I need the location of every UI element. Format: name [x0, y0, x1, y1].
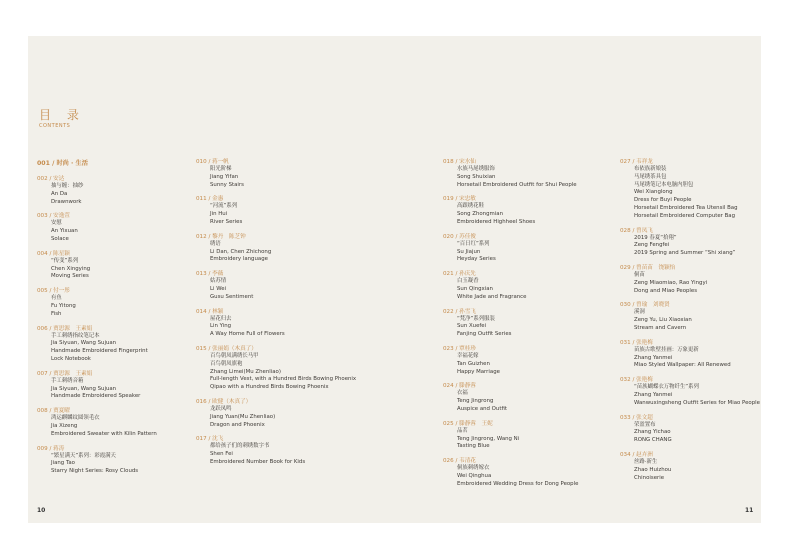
entry-line: Embroidered Wedding Dress for Dong People [457, 480, 579, 487]
entry-line: Drawnwork [51, 198, 82, 205]
entry-line: Li Wei [210, 285, 227, 292]
entry-line: Dragon and Phoenix [210, 421, 265, 428]
entry-line: Sunny Stairs [210, 181, 244, 188]
entry-heading: 016 / 欧健（木真了） [196, 398, 252, 405]
entry-line: Embroidery language [210, 256, 268, 263]
entry-line: Gusu Sentiment [210, 293, 254, 300]
toc-entry[interactable] [620, 339, 760, 370]
toc-entry[interactable] [443, 345, 578, 376]
entry-line: Qipao with a Hundred Birds Bowing Phoenix [210, 384, 329, 391]
entry-line: 2019 春夏“拾翔” [634, 234, 677, 241]
entry-line: Happy Marriage [457, 368, 500, 375]
entry-line: Teng Jingrong [457, 398, 494, 405]
entry-heading: 002 / 安达 [37, 176, 65, 182]
entry-heading: 028 / 曾凤飞 [620, 227, 653, 234]
entry-line: Embroidered Sweater with Kilin Pattern [51, 430, 157, 437]
entry-line: Wanwuxingsheng Outfit Series for Miao People [634, 399, 760, 406]
entry-line: 龙跃凤鸣 [210, 405, 232, 412]
entry-line: Miao Styled Wallpaper: All Renewed [634, 362, 731, 369]
entry-line: 安慰 [51, 220, 62, 227]
entry-line: Tan Guizhen [457, 360, 490, 367]
entry-line: 手工刺绣音箱 [51, 377, 84, 384]
toc-entry[interactable] [443, 457, 578, 488]
toc-subtitle: CONTENTS [39, 123, 71, 129]
entry-line: Full-length Vest, with a Hundred Birds Bowing Phoenix [210, 376, 357, 383]
entry-line: Handmade Embroidered Fingerprint [51, 348, 148, 355]
entry-heading: 017 / 沈飞 [196, 436, 224, 443]
entry-line: Embroidered Number Book for Kids [210, 458, 306, 465]
entry-line: White Jade and Fragrance [457, 293, 527, 300]
entry-line: Lin Ying [210, 323, 232, 330]
toc-entry[interactable] [443, 195, 578, 226]
toc-title: 目 录 [39, 108, 85, 122]
entry-line: An Yixuan [51, 228, 78, 235]
toc-entry[interactable] [620, 414, 760, 445]
entry-heading: 021 / 孙庆先 [443, 271, 476, 278]
entry-heading: 004 / 陈星颖 [37, 250, 70, 257]
entry-line: 绣语 [210, 240, 221, 247]
entry-line: Jia Siyuan, Wang Sujuan [51, 385, 117, 392]
toc-entry[interactable] [37, 287, 157, 318]
section-heading: 001 / 时尚 · 生活 [37, 160, 88, 167]
entry-heading: 025 / 滕静蓉 王妮 [443, 420, 493, 427]
entry-line: Zhao Huizhou [634, 466, 672, 473]
entry-line: Zhang Yichao [634, 429, 671, 436]
entry-line: 幸福花嫁 [457, 352, 479, 359]
entry-line: “繁星满天”系列：彩霞满天 [51, 452, 116, 459]
toc-entry[interactable] [196, 308, 356, 339]
entry-line: Dress for Buyi People [634, 197, 692, 204]
entry-line: Dong and Miao Peoples [634, 287, 698, 294]
toc-entry[interactable] [37, 175, 157, 206]
toc-entry[interactable] [196, 345, 356, 392]
entry-line: Sun Xuefei [457, 323, 487, 330]
entry-heading: 020 / 苏佳俊 [443, 233, 476, 240]
entry-line: Chen Xingying [51, 265, 91, 272]
entry-line: 都给孩子们的刺绣数字书 [210, 443, 270, 450]
entry-line: RONG CHANG [634, 437, 672, 444]
entry-line: Starry Night Series: Rosy Clouds [51, 468, 139, 475]
entry-heading: 015 / 张丽娟（木真了） [196, 345, 257, 352]
entry-heading: 023 / 覃桂珍 [443, 345, 476, 352]
entry-heading: 010 / 蒋一帆 [196, 159, 229, 165]
entry-line: Su Jiajun [457, 248, 481, 255]
entry-heading: 011 / 金惠 [196, 196, 224, 203]
entry-line: 抽与缠：抽纱 [51, 183, 84, 189]
toc-entry[interactable] [37, 250, 157, 281]
entry-line: Li Dan, Chen Zhichong [210, 248, 272, 255]
entry-line: 白玉凝香 [457, 278, 479, 285]
entry-line: 侗族刺绣嫁衣 [457, 465, 490, 472]
entry-line: “百日红”系列 [457, 240, 490, 247]
entry-line: Embroidered Highheel Shoes [457, 218, 536, 225]
entry-line: 屋花归去 [210, 315, 232, 322]
entry-line: River Series [210, 218, 243, 225]
entry-line: Moving Series [51, 273, 89, 280]
entry-line: Wei Xianglong [634, 189, 673, 196]
entry-line: Stream and Cavern [634, 324, 687, 331]
entry-heading: 034 / 赵卉洲 [620, 451, 653, 458]
entry-line: Heyday Series [457, 256, 496, 263]
entry-line: Auspice and Outfit [457, 405, 507, 412]
entry-line: 丝路·新生 [634, 458, 658, 465]
entry-heading: 031 / 张艳梅 [620, 339, 653, 346]
toc-column-1 [37, 158, 157, 482]
entry-line: 马尾绣茶具包 [634, 173, 667, 180]
toc-column-2 [196, 158, 356, 473]
entry-line: Fish [51, 310, 62, 317]
entry-heading: 018 / 宋水仙 [443, 159, 476, 165]
entry-line: Lock Notebook [51, 355, 91, 362]
entry-line: 马尾绣笔记本电脑内胆包 [634, 181, 694, 188]
entry-line: Shen Fei [210, 451, 233, 458]
entry-line: Jiang Tao [51, 460, 75, 467]
entry-heading: 030 / 曾瑜 刘晓贤 [620, 302, 670, 309]
toc-entry[interactable] [620, 376, 760, 407]
entry-line: 有鱼 [51, 295, 62, 302]
entry-line: Tasting Blue [457, 443, 490, 450]
entry-heading: 022 / 孙雪飞 [443, 308, 476, 315]
entry-line: Zeng Fengfei [634, 242, 670, 249]
toc-entry[interactable] [620, 301, 760, 332]
toc-column-4 [620, 158, 760, 488]
toc-entry[interactable] [443, 308, 578, 339]
entry-line: A Way Home Full of Flowers [210, 331, 285, 338]
toc-entry[interactable] [196, 435, 356, 466]
toc-entry[interactable] [620, 264, 760, 295]
entry-line: 鸿运麒麟纹圆领毛衣 [51, 415, 100, 422]
entry-line: Sun Qingxian [457, 285, 493, 292]
entry-line: Horsetail Embroidered Computer Bag [634, 212, 736, 219]
entry-line: 百鸟朝凤旗袍 [210, 360, 243, 367]
entry-line: Wei Qinghua [457, 472, 492, 479]
entry-line: Teng Jingrong, Wang Ni [457, 435, 520, 442]
entry-line: Jia Siyuan, Wang Sujuan [51, 340, 117, 347]
entry-line: 侗苗 [634, 271, 645, 278]
entry-line: Zhang Yanmei [634, 354, 673, 361]
entry-heading: 024 / 滕静蓉 [443, 383, 476, 390]
entry-line: Jia Xizeng [51, 422, 78, 429]
entry-line: Solace [51, 235, 69, 242]
entry-heading: 033 / 张文超 [620, 414, 653, 421]
entry-line: “苗族蝴蝶衣万物纤生”系列 [634, 384, 699, 391]
entry-line: 高跟绣花鞋 [457, 203, 484, 210]
entry-heading: 012 / 黎丹 陈芝钟 [196, 233, 246, 240]
toc-entry[interactable] [196, 270, 356, 301]
entry-line: An Da [51, 190, 68, 197]
entry-heading: 008 / 贾夏曜 [37, 408, 70, 415]
entry-line: “梵净”系列服装 [457, 315, 495, 322]
toc-entry[interactable] [196, 195, 356, 226]
entry-line: “河流”系列 [210, 203, 238, 210]
entry-line: 姑苏情 [210, 278, 227, 285]
entry-line: 衣福 [457, 390, 468, 397]
entry-line: Handmade Embroidered Speaker [51, 393, 141, 400]
entry-heading: 007 / 贾思源 王素娟 [37, 370, 93, 377]
entry-heading: 009 / 蒋涛 [37, 445, 65, 452]
entry-line: Zeng Yu, Liu Xiaoxian [634, 317, 692, 324]
toc-entry[interactable] [620, 158, 760, 221]
entry-heading: 032 / 张艳梅 [620, 377, 653, 384]
toc-entry[interactable] [620, 227, 760, 258]
entry-heading: 006 / 贾思源 王素娟 [37, 325, 93, 332]
toc-entry[interactable] [196, 398, 356, 429]
entry-line: 溪洞 [634, 309, 645, 316]
toc-entry[interactable] [37, 370, 157, 401]
toc-entry[interactable] [620, 451, 760, 482]
entry-line: Fanjing Outfit Series [457, 331, 512, 338]
entry-line: Chinoiserie [634, 474, 665, 481]
entry-heading: 026 / 韦清花 [443, 458, 476, 465]
toc-column-3 [443, 158, 578, 495]
entry-heading: 005 / 付一彤 [37, 288, 70, 295]
entry-line: Zeng Miaomiao, Rao Yingyi [634, 279, 708, 286]
entry-line: 百鸟朝凤满绣长马甲 [210, 352, 259, 359]
entry-heading: 029 / 曾苗苗 饶颖怡 [620, 264, 676, 271]
entry-line: Jiang Yifan [210, 173, 239, 180]
entry-line: Horsetail Embroidered Outfit for Shui People [457, 181, 577, 188]
entry-line: 品茗 [457, 427, 468, 434]
entry-heading: 003 / 安逸萱 [37, 213, 70, 220]
page-number-left: 10 [37, 507, 46, 514]
toc-entry[interactable] [196, 158, 356, 189]
toc-entry[interactable] [443, 158, 578, 189]
entry-line: 手工刺绣指纹笔记本 [51, 332, 100, 339]
entry-line: Song Shuixian [457, 173, 496, 180]
entry-heading: 019 / 宋忠敏 [443, 196, 476, 203]
entry-line: 2019 Spring and Summer “Shi xiang” [634, 250, 736, 257]
entry-heading: 027 / 韦祥龙 [620, 159, 653, 165]
toc-entry[interactable] [37, 445, 157, 476]
entry-line: Fu Yitong [51, 302, 76, 309]
toc-entry[interactable] [443, 270, 578, 301]
entry-heading: 014 / 林颖 [196, 308, 224, 315]
entry-line: 水族马尾绣服饰 [457, 166, 495, 172]
entry-heading: 013 / 李薇 [196, 271, 224, 278]
toc-entry[interactable] [443, 420, 578, 451]
entry-line: Jiang Yuan(Mu Zhenliao) [210, 413, 276, 420]
toc-entry[interactable] [37, 325, 157, 364]
toc-entry[interactable] [443, 382, 578, 413]
toc-entry[interactable] [37, 212, 157, 243]
toc-entry[interactable] [37, 407, 157, 438]
entry-line: “传变”系列 [51, 257, 79, 264]
entry-line: Zhang Limei(Mu Zhenliao) [210, 368, 281, 375]
entry-line: 荣盈置布 [634, 421, 656, 428]
entry-line: 布依族新娘装 [634, 166, 667, 172]
entry-line: 阳光阶梯 [210, 166, 232, 172]
page-number-right: 11 [745, 507, 754, 514]
entry-line: Jin Hui [210, 211, 228, 218]
entry-line: Song Zhongmian [457, 211, 503, 218]
entry-line: 苗族古歌壁挂画：万象更新 [634, 346, 699, 353]
entry-line: Horsetail Embroidered Tea Utensil Bag [634, 204, 738, 211]
toc-entry[interactable] [196, 233, 356, 264]
entry-line: Zhang Yanmei [634, 391, 673, 398]
toc-entry[interactable] [443, 233, 578, 264]
